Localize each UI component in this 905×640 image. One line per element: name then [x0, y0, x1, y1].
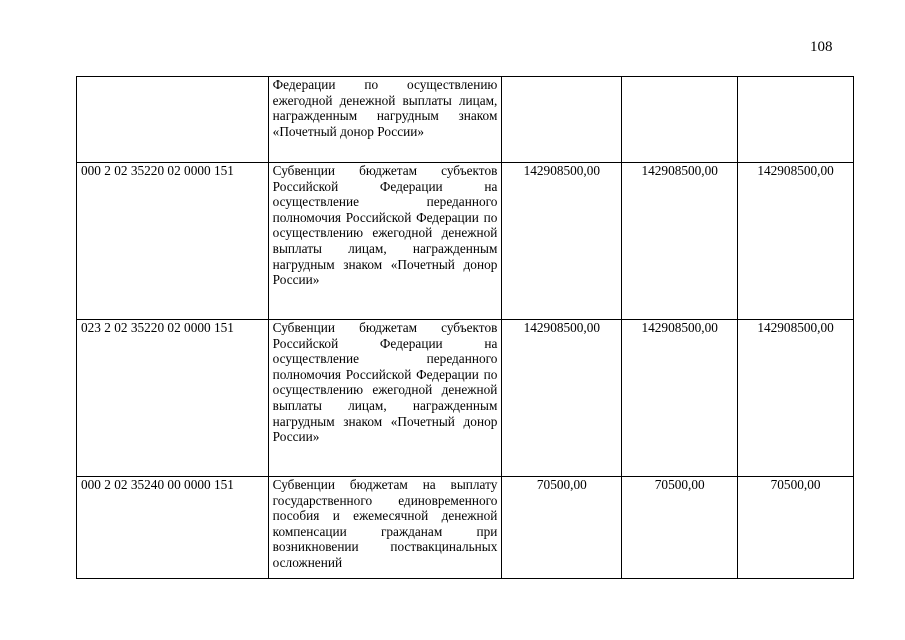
table-row [77, 320, 854, 477]
table-cell-amount [502, 77, 622, 163]
table-cell-amount: 70500,00 [502, 477, 622, 579]
table-row [77, 163, 854, 320]
table-row [77, 477, 854, 579]
table-cell-code: 023 2 02 35220 02 0000 151 [77, 320, 269, 477]
budget-table [76, 76, 854, 579]
table-cell-amount: 142908500,00 [738, 320, 854, 477]
table-cell-amount: 142908500,00 [502, 320, 622, 477]
table-row [77, 77, 854, 163]
page-number: 108 [810, 39, 833, 55]
table-cell-amount: 142908500,00 [738, 163, 854, 320]
table-cell-name: Субвенции бюджетам субъектов Российской Федерации на осуществление переданного полномочия Российской Федерации по осуществлению ежегодной денежной выплаты лицам, награжденным нагрудным знаком «Почетный донор России» [268, 163, 502, 320]
table-cell-amount: 142908500,00 [502, 163, 622, 320]
table-cell-amount: 142908500,00 [622, 163, 738, 320]
table-cell-amount: 70500,00 [622, 477, 738, 579]
table-cell-name: Субвенции бюджетам субъектов Российской Федерации на осуществление переданного полномочия Российской Федерации по осуществлению ежегодной денежной выплаты лицам, награжденным нагрудным знаком «Почетный донор России» [268, 320, 502, 477]
table-cell-amount [622, 77, 738, 163]
table-cell-code [77, 77, 269, 163]
table-cell-name: Субвенции бюджетам на выплату государственного единовременного пособия и ежемесячной денежной компенсации гражданам при возникновении поствакцинальных осложнений [268, 477, 502, 579]
table-cell-amount [738, 77, 854, 163]
table-cell-code: 000 2 02 35220 02 0000 151 [77, 163, 269, 320]
table-cell-amount: 70500,00 [738, 477, 854, 579]
table-cell-code: 000 2 02 35240 00 0000 151 [77, 477, 269, 579]
table-cell-name: Федерации по осуществлению ежегодной денежной выплаты лицам, награжденным нагрудным знаком «Почетный донор России» [268, 77, 502, 163]
table-cell-amount: 142908500,00 [622, 320, 738, 477]
